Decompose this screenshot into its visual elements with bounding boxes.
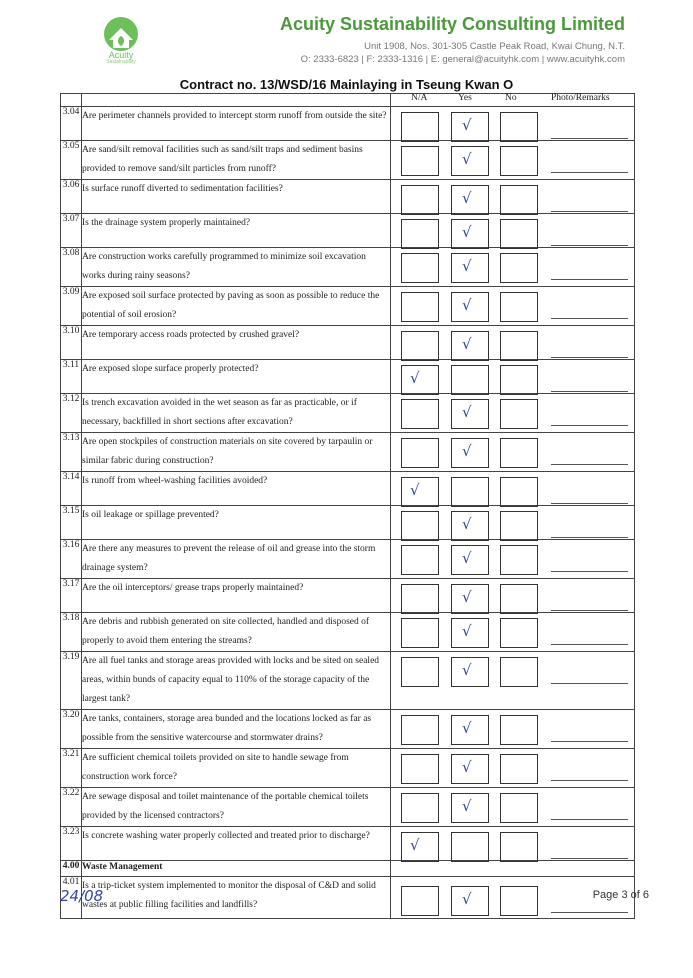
remarks-line[interactable] — [551, 741, 628, 742]
item-answer-cell — [391, 248, 635, 287]
check-mark-icon: √ — [410, 836, 420, 854]
checklist-row — [61, 472, 635, 506]
item-answer-cell — [391, 652, 635, 710]
no-checkbox[interactable] — [500, 219, 538, 249]
check-mark-icon: √ — [462, 719, 472, 737]
handwritten-initials: 24/08 — [60, 887, 104, 905]
item-question: Is surface runoff diverted to sedimentation facilities? — [82, 180, 391, 214]
checklist-row — [61, 433, 635, 472]
checklist-row — [61, 652, 635, 710]
checklist-row — [61, 710, 635, 749]
item-number: 3.21 — [61, 749, 82, 788]
item-question: Are tanks, containers, storage area bunded and the locations locked as far as possible from the sensitive watercourse and stormwater drains? — [82, 710, 391, 749]
item-number: 3.15 — [61, 506, 82, 540]
na-checkbox[interactable] — [401, 886, 439, 916]
na-checkbox[interactable] — [401, 365, 439, 395]
item-question: Are there any measures to prevent the release of oil and grease into the storm drainage system? — [82, 540, 391, 579]
item-answer-cell — [391, 506, 635, 540]
item-answer-cell — [391, 107, 635, 141]
item-number: 3.17 — [61, 579, 82, 613]
item-question: Are sand/silt removal facilities such as sand/silt traps and sediment basins provided to remove sand/silt particles from runoff? — [82, 141, 391, 180]
check-mark-icon: √ — [410, 369, 420, 387]
no-checkbox[interactable] — [500, 438, 538, 468]
item-question: Is runoff from wheel-washing facilities avoided? — [82, 472, 391, 506]
col-na-label: N/A — [411, 93, 428, 103]
item-number: 3.22 — [61, 788, 82, 827]
no-checkbox[interactable] — [500, 545, 538, 575]
na-checkbox[interactable] — [401, 715, 439, 745]
item-answer-cell — [391, 710, 635, 749]
item-question: Are the oil interceptors/ grease traps properly maintained? — [82, 579, 391, 613]
no-checkbox[interactable] — [500, 292, 538, 322]
section-row — [61, 861, 635, 877]
item-number: 3.20 — [61, 710, 82, 749]
remarks-line[interactable] — [551, 503, 628, 504]
checklist-row — [61, 749, 635, 788]
col-remarks-label: Photo/Remarks — [551, 93, 610, 103]
yes-checkbox[interactable] — [451, 185, 489, 215]
yes-checkbox[interactable] — [451, 886, 489, 916]
remarks-line[interactable] — [551, 464, 628, 465]
no-checkbox[interactable] — [500, 618, 538, 648]
yes-checkbox[interactable] — [451, 715, 489, 745]
no-checkbox[interactable] — [500, 657, 538, 687]
remarks-line[interactable] — [551, 357, 628, 358]
no-checkbox[interactable] — [500, 584, 538, 614]
na-checkbox[interactable] — [401, 832, 439, 862]
item-question: Are sufficient chemical toilets provided on site to handle sewage from construction work force? — [82, 749, 391, 788]
remarks-line[interactable] — [551, 644, 628, 645]
no-checkbox[interactable] — [500, 112, 538, 142]
item-answer-cell — [391, 749, 635, 788]
check-mark-icon: √ — [462, 890, 472, 908]
no-checkbox[interactable] — [500, 331, 538, 361]
item-question: Is a trip-ticket system implemented to monitor the disposal of C&D and solid wastes at public filling facilities and landfills? — [82, 877, 391, 919]
checklist-row — [61, 248, 635, 287]
yes-checkbox[interactable] — [451, 112, 489, 142]
checklist-row — [61, 613, 635, 652]
remarks-line[interactable] — [551, 912, 628, 913]
item-question: Is oil leakage or spillage prevented? — [82, 506, 391, 540]
na-checkbox[interactable] — [401, 545, 439, 575]
na-checkbox[interactable] — [401, 219, 439, 249]
check-mark-icon: √ — [462, 758, 472, 776]
no-checkbox[interactable] — [500, 754, 538, 784]
section-number: 4.00 — [61, 861, 82, 877]
item-number: 3.16 — [61, 540, 82, 579]
logo-text: Acuity — [108, 50, 134, 60]
item-number: 3.08 — [61, 248, 82, 287]
item-question: Are debris and rubbish generated on site collected, handled and disposed of properly to avoid them entering the streams? — [82, 613, 391, 652]
item-number: 3.09 — [61, 287, 82, 326]
yes-checkbox[interactable] — [451, 832, 489, 862]
no-checkbox[interactable] — [500, 715, 538, 745]
item-answer-cell — [391, 788, 635, 827]
page-number: Page 3 of 6 — [592, 889, 649, 901]
checklist-row — [61, 287, 635, 326]
check-mark-icon: √ — [462, 189, 472, 207]
checklist-row — [61, 394, 635, 433]
check-mark-icon: √ — [462, 515, 472, 533]
check-mark-icon: √ — [462, 622, 472, 640]
remarks-line[interactable] — [551, 318, 628, 319]
checklist-row — [61, 579, 635, 613]
yes-checkbox[interactable] — [451, 292, 489, 322]
checklist-row — [61, 877, 635, 919]
na-checkbox[interactable] — [401, 399, 439, 429]
yes-checkbox[interactable] — [451, 511, 489, 541]
check-mark-icon: √ — [462, 223, 472, 241]
checklist-row — [61, 214, 635, 248]
no-checkbox[interactable] — [500, 185, 538, 215]
item-number: 3.10 — [61, 326, 82, 360]
section-answer-cell — [391, 861, 635, 877]
yes-checkbox[interactable] — [451, 618, 489, 648]
na-checkbox[interactable] — [401, 511, 439, 541]
check-mark-icon: √ — [462, 335, 472, 353]
company-address — [301, 40, 625, 66]
item-answer-cell — [391, 394, 635, 433]
company-name: Acuity Sustainability Consulting Limited — [279, 14, 625, 34]
checklist-row — [61, 141, 635, 180]
yes-checkbox[interactable] — [451, 584, 489, 614]
header-num-cell — [61, 94, 82, 107]
na-checkbox[interactable] — [401, 146, 439, 176]
col-no-label: No — [505, 93, 517, 103]
yes-checkbox[interactable] — [451, 438, 489, 468]
item-number: 3.05 — [61, 141, 82, 180]
checklist-row — [61, 180, 635, 214]
remarks-line[interactable] — [551, 391, 628, 392]
col-yes-label: Yes — [458, 93, 472, 103]
remarks-line[interactable] — [551, 819, 628, 820]
item-question: Is the drainage system properly maintained? — [82, 214, 391, 248]
item-number: 3.23 — [61, 827, 82, 861]
check-mark-icon: √ — [462, 116, 472, 134]
na-checkbox[interactable] — [401, 657, 439, 687]
remarks-line[interactable] — [551, 425, 628, 426]
item-question: Is concrete washing water properly collected and treated prior to discharge? — [82, 827, 391, 861]
no-checkbox[interactable] — [500, 365, 538, 395]
remarks-line[interactable] — [551, 571, 628, 572]
check-mark-icon: √ — [462, 442, 472, 460]
item-number: 3.11 — [61, 360, 82, 394]
item-number: 3.04 — [61, 107, 82, 141]
item-answer-cell — [391, 214, 635, 248]
item-question: Are temporary access roads protected by crushed gravel? — [82, 326, 391, 360]
item-question: Are construction works carefully programmed to minimize soil excavation works during rainy seasons? — [82, 248, 391, 287]
item-question: Are all fuel tanks and storage areas provided with locks and be sited on sealed areas, within bunds of capacity equal to 110% of the storage capacity of the largest tank? — [82, 652, 391, 710]
yes-checkbox[interactable] — [451, 399, 489, 429]
item-number: 3.18 — [61, 613, 82, 652]
na-checkbox[interactable] — [401, 292, 439, 322]
yes-checkbox[interactable] — [451, 219, 489, 249]
na-checkbox[interactable] — [401, 112, 439, 142]
header-answer-cell — [391, 94, 635, 107]
na-checkbox[interactable] — [401, 438, 439, 468]
remarks-line[interactable] — [551, 172, 628, 173]
item-answer-cell — [391, 540, 635, 579]
remarks-line[interactable] — [551, 211, 628, 212]
check-mark-icon: √ — [462, 661, 472, 679]
no-checkbox[interactable] — [500, 886, 538, 916]
check-mark-icon: √ — [462, 296, 472, 314]
no-checkbox[interactable] — [500, 832, 538, 862]
item-question: Is trench excavation avoided in the wet season as far as practicable, or if necessary, backfilled in short sections after excavation? — [82, 394, 391, 433]
checklist-row — [61, 540, 635, 579]
yes-checkbox[interactable] — [451, 754, 489, 784]
no-checkbox[interactable] — [500, 793, 538, 823]
item-answer-cell — [391, 613, 635, 652]
na-checkbox[interactable] — [401, 793, 439, 823]
header-question-cell — [82, 94, 391, 107]
item-question: Are open stockpiles of construction materials on site covered by tarpaulin or similar fabric during construction? — [82, 433, 391, 472]
checklist-row — [61, 107, 635, 141]
remarks-line[interactable] — [551, 279, 628, 280]
remarks-line[interactable] — [551, 245, 628, 246]
item-question: Are perimeter channels provided to intercept storm runoff from outside the site? — [82, 107, 391, 141]
na-checkbox[interactable] — [401, 754, 439, 784]
no-checkbox[interactable] — [500, 477, 538, 507]
yes-checkbox[interactable] — [451, 331, 489, 361]
checklist-row — [61, 827, 635, 861]
check-mark-icon: √ — [462, 403, 472, 421]
check-mark-icon: √ — [462, 549, 472, 567]
remarks-line[interactable] — [551, 858, 628, 859]
item-answer-cell — [391, 827, 635, 861]
item-answer-cell — [391, 472, 635, 506]
na-checkbox[interactable] — [401, 185, 439, 215]
remarks-line[interactable] — [551, 537, 628, 538]
item-answer-cell — [391, 579, 635, 613]
yes-checkbox[interactable] — [451, 545, 489, 575]
yes-checkbox[interactable] — [451, 253, 489, 283]
item-number: 3.06 — [61, 180, 82, 214]
yes-checkbox[interactable] — [451, 365, 489, 395]
yes-checkbox[interactable] — [451, 657, 489, 687]
remarks-line[interactable] — [551, 683, 628, 684]
address-line-2: O: 2333-6823 | F: 2333-1316 | E: general@acuityhk.com | www.acuityhk.com — [300, 54, 625, 65]
checklist-row — [61, 506, 635, 540]
item-answer-cell — [391, 433, 635, 472]
remarks-line[interactable] — [551, 610, 628, 611]
check-mark-icon: √ — [410, 481, 420, 499]
checklist-row — [61, 326, 635, 360]
na-checkbox[interactable] — [401, 584, 439, 614]
yes-checkbox[interactable] — [451, 793, 489, 823]
na-checkbox[interactable] — [401, 477, 439, 507]
checklist-row — [61, 360, 635, 394]
remarks-line[interactable] — [551, 780, 628, 781]
address-line-1: Unit 1908, Nos. 301-305 Castle Peak Road, Kwai Chung, N.T. — [364, 41, 625, 52]
check-mark-icon: √ — [462, 150, 472, 168]
item-number: 4.01 — [61, 877, 82, 919]
check-mark-icon: √ — [462, 257, 472, 275]
item-number: 3.14 — [61, 472, 82, 506]
item-answer-cell — [391, 326, 635, 360]
no-checkbox[interactable] — [500, 146, 538, 176]
item-question: Are exposed slope surface properly protected? — [82, 360, 391, 394]
yes-checkbox[interactable] — [451, 477, 489, 507]
item-answer-cell — [391, 360, 635, 394]
item-answer-cell — [391, 141, 635, 180]
contract-title: Contract no. 13/WSD/16 Mainlaying in Tseung Kwan O — [179, 77, 514, 92]
item-number: 3.13 — [61, 433, 82, 472]
no-checkbox[interactable] — [500, 511, 538, 541]
item-number: 3.19 — [61, 652, 82, 710]
checklist-row — [61, 788, 635, 827]
no-checkbox[interactable] — [500, 399, 538, 429]
item-answer-cell — [391, 287, 635, 326]
item-number: 3.07 — [61, 214, 82, 248]
check-mark-icon: √ — [462, 797, 472, 815]
checklist-table — [60, 93, 635, 919]
item-question: Are sewage disposal and toilet maintenance of the portable chemical toilets provided by the licensed contractors? — [82, 788, 391, 827]
section-title: Waste Management — [82, 861, 391, 877]
na-checkbox[interactable] — [401, 331, 439, 361]
na-checkbox[interactable] — [401, 253, 439, 283]
logo-subtext: Sustainability — [106, 59, 136, 65]
item-number: 3.12 — [61, 394, 82, 433]
no-checkbox[interactable] — [500, 253, 538, 283]
na-checkbox[interactable] — [401, 618, 439, 648]
header-row — [61, 94, 635, 107]
item-answer-cell — [391, 180, 635, 214]
remarks-line[interactable] — [551, 138, 628, 139]
item-question: Are exposed soil surface protected by paving as soon as possible to reduce the potential of soil erosion? — [82, 287, 391, 326]
yes-checkbox[interactable] — [451, 146, 489, 176]
check-mark-icon: √ — [462, 588, 472, 606]
